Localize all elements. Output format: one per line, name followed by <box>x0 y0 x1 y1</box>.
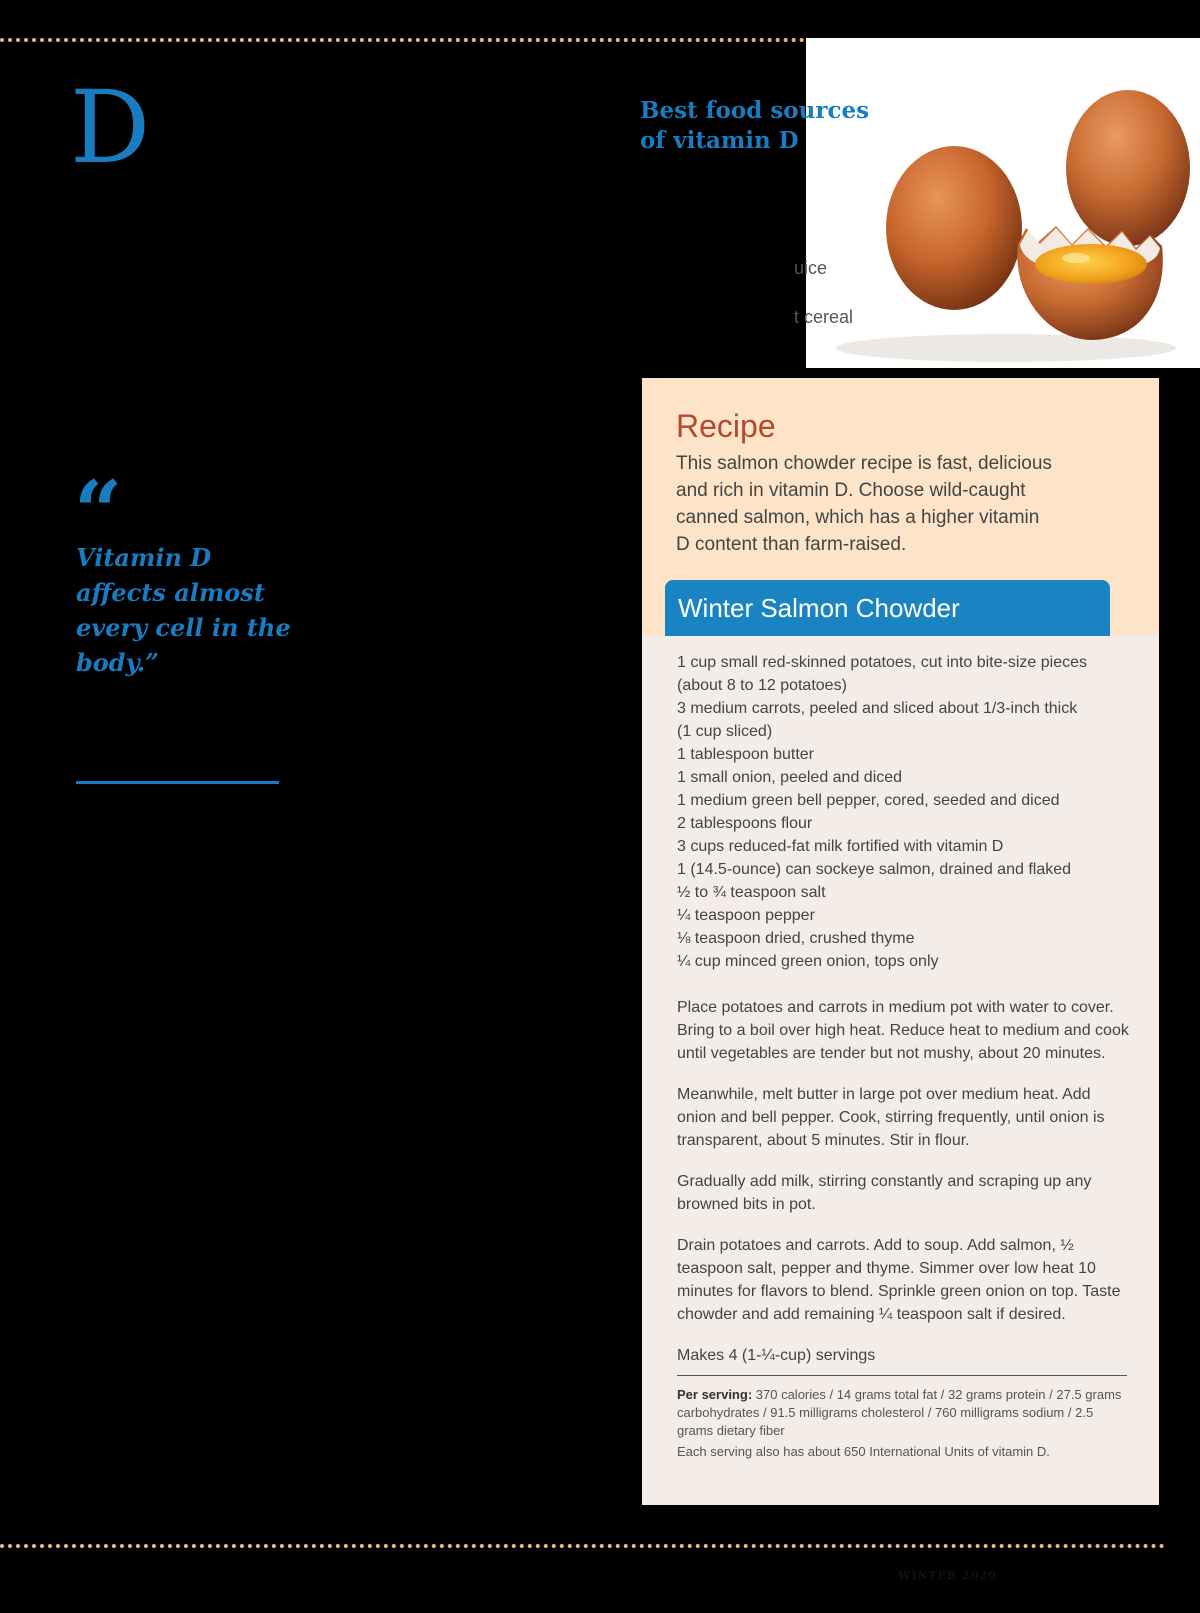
recipe-label: Recipe <box>676 408 776 444</box>
recipe-intro: This salmon chowder recipe is fast, delicious and rich in vitamin D. Choose wild-caught canned salmon, which has a higher vitamin D content than farm-raised. <box>676 453 1052 555</box>
drop-letter: D <box>70 69 151 186</box>
bottom-dotted-rule <box>0 1544 1165 1548</box>
eggs-illustration <box>806 38 1200 368</box>
recipe-step: Drain potatoes and carrots. Add to soup. Add salmon, ½ teaspoon salt, pepper and thyme. Simmer over low heat 10 minutes for flavors to blend. Sprinkle green onion on top. Taste chowder and add remaining ¼ teaspoon salt if desired. <box>677 1237 1121 1323</box>
source-list-fragment: uice <box>794 258 828 278</box>
recipe-step: Gradually add milk, stirring constantly and scraping up any browned bits in pot. <box>677 1173 1092 1213</box>
ingredient-line: 1 small onion, peeled and diced <box>677 769 903 786</box>
recipe-title: Winter Salmon Chowder <box>678 593 960 623</box>
nutrition-text: 370 calories / 14 grams total fat / 32 grams protein / 27.5 grams carbohydrates / 91.5 milligrams cholesterol / 760 milligrams sodium / 2.5 grams dietary fiber <box>677 1387 1122 1438</box>
ingredient-line: ½ to ¾ teaspoon salt <box>677 884 826 901</box>
ingredient-line: ¼ cup minced green onion, tops only <box>677 953 939 970</box>
recipe-step: Place potatoes and carrots in medium pot with water to cover. Bring to a boil over high heat. Reduce heat to medium and cook until vegetables are tender but not mushy, about 20 minutes. <box>677 999 1129 1062</box>
recipe-yield: Makes 4 (1-¼-cup) servings <box>677 1347 876 1364</box>
recipe-step: Meanwhile, melt butter in large pot over medium heat. Add onion and bell pepper. Cook, stirring frequently, until onion is transparent, about 5 minutes. Stir in flour. <box>677 1086 1105 1149</box>
ingredient-line: 3 cups reduced-fat milk fortified with vitamin D <box>677 838 1004 855</box>
ingredient-line: 1 tablespoon butter <box>677 746 814 763</box>
recipe-panel <box>642 378 1159 1505</box>
ingredient-line: 3 medium carrots, peeled and sliced about 1/3-inch thick <box>677 700 1078 717</box>
ingredient-line: 2 tablespoons flour <box>677 815 813 832</box>
recipe-title-banner <box>665 580 1110 636</box>
recipe-steps <box>677 996 1132 1344</box>
quote-divider <box>76 781 279 784</box>
ingredient-list <box>677 651 1137 973</box>
nutrition-divider <box>677 1375 1127 1376</box>
ingredient-line: 1 medium green bell pepper, cored, seeded and diced <box>677 792 1060 809</box>
sources-heading: Best food sources of vitamin D <box>640 97 870 154</box>
ingredient-line: ⅛ teaspoon dried, crushed thyme <box>677 930 915 947</box>
issue-label: WINTER 2020 <box>898 1569 997 1582</box>
pull-quote: Vitamin D affects almost every cell in the body.” <box>76 543 291 677</box>
ingredient-line: ¼ teaspoon pepper <box>677 907 815 924</box>
source-list-fragment: t cereal <box>794 307 854 327</box>
nutrition-label: Per serving: <box>677 1387 753 1402</box>
nutrition-facts <box>677 1386 1127 1440</box>
ingredient-line: 1 cup small red-skinned potatoes, cut into bite-size pieces <box>677 654 1087 671</box>
ingredient-line: 1 (14.5-ounce) can sockeye salmon, drained and flaked <box>677 861 1072 878</box>
eggs-photo <box>806 38 1200 368</box>
ingredient-line: (about 8 to 12 potatoes) <box>677 677 847 694</box>
quote-mark: “ <box>74 462 123 561</box>
vitamin-d-note: Each serving also has about 650 International Units of vitamin D. <box>677 1444 1050 1459</box>
ingredient-line: (1 cup sliced) <box>677 723 773 740</box>
